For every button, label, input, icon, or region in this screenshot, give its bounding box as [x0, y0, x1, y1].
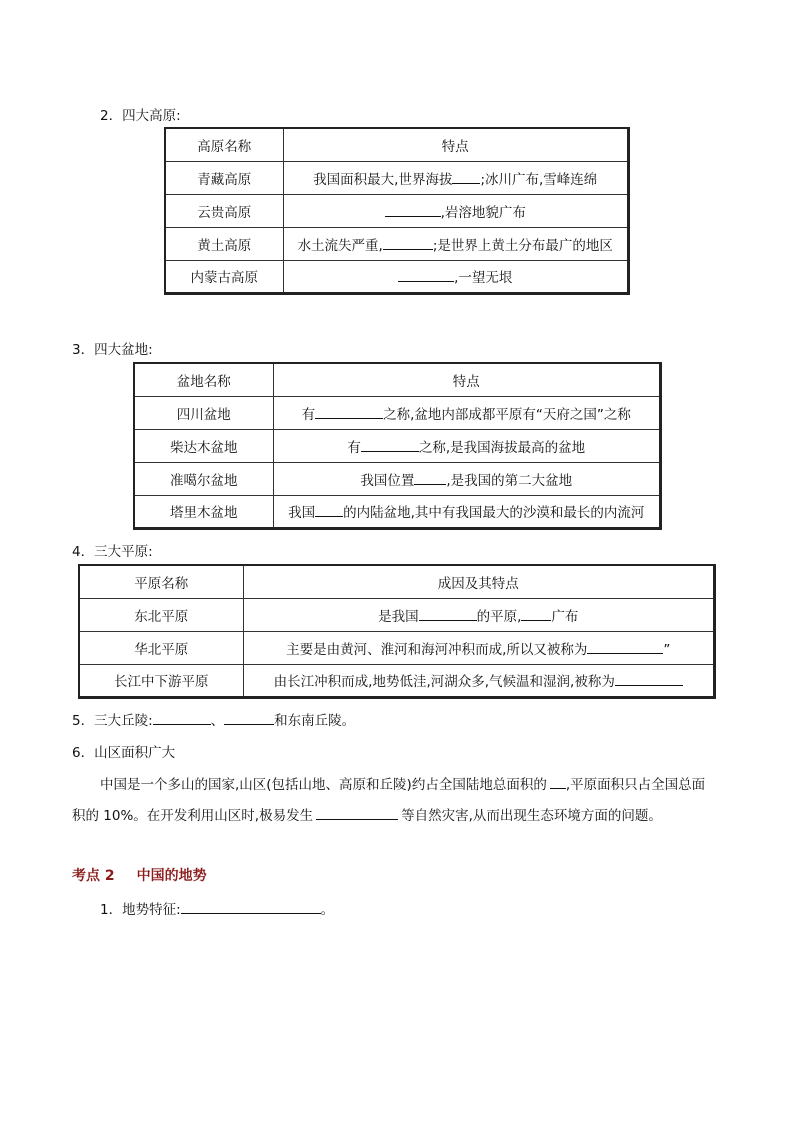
plain-feature: 由长江冲积而成,地势低洼,河湖众多,气候温和湿润,被称为: [243, 664, 715, 697]
answer-blank[interactable]: [224, 710, 274, 725]
table-row: [79, 598, 715, 631]
basin-feature: 有 之称,是我国海拔最高的盆地: [273, 429, 661, 462]
answer-blank[interactable]: [181, 899, 321, 914]
plain-name: 长江中下游平原: [79, 664, 243, 697]
mountain-paragraph-line2: 积的 10%。在开发利用山区时,极易发生 等自然灾害,从而出现生态环境方面的问题。: [72, 804, 662, 824]
plateaus-heading: 2．四大高原:: [100, 108, 181, 124]
plains-table: [78, 564, 716, 699]
plateau-feature: ,一望无垠: [283, 260, 629, 293]
table-row: [134, 495, 661, 528]
answer-blank[interactable]: [452, 169, 480, 184]
hills-line: 5．三大丘陵: 、 和东南丘陵。: [72, 709, 355, 729]
plateau-name: 内蒙古高原: [165, 260, 283, 293]
table-row: [79, 631, 715, 664]
table-row: [165, 161, 629, 194]
basin-name: 四川盆地: [134, 396, 273, 429]
section-title: 考点 2 中国的地势: [72, 868, 207, 884]
answer-blank[interactable]: [153, 710, 211, 725]
basin-feature: 我国 的内陆盆地,其中有我国最大的沙漠和最长的内流河: [273, 495, 661, 528]
column-header: 高原名称: [165, 128, 283, 161]
column-header: 特点: [283, 128, 629, 161]
answer-blank[interactable]: [550, 774, 566, 789]
table-row: [79, 664, 715, 697]
table-header-row: [134, 363, 661, 396]
plains-heading: 4．三大平原:: [72, 544, 153, 560]
table-row: [134, 429, 661, 462]
answer-blank[interactable]: [315, 404, 383, 419]
plateau-name: 青藏高原: [165, 161, 283, 194]
basin-feature: 有 之称,盆地内部成都平原有“天府之国”之称: [273, 396, 661, 429]
answer-blank[interactable]: [615, 671, 683, 686]
basins-table: [133, 362, 662, 530]
basin-name: 塔里木盆地: [134, 495, 273, 528]
plain-feature: 是我国 的平原, 广布: [243, 598, 715, 631]
column-header: 特点: [273, 363, 661, 396]
terrain-feature-line: 1．地势特征: 。: [100, 898, 334, 918]
plateaus-table: [164, 127, 630, 295]
answer-blank[interactable]: [315, 502, 343, 517]
column-header: 成因及其特点: [243, 565, 715, 598]
plateau-feature: ,岩溶地貌广布: [283, 194, 629, 227]
answer-blank[interactable]: [521, 606, 551, 621]
table-row: [165, 260, 629, 293]
answer-blank[interactable]: [398, 267, 454, 282]
basin-feature: 我国位置 ,是我国的第二大盆地: [273, 462, 661, 495]
plateau-name: 云贵高原: [165, 194, 283, 227]
answer-blank[interactable]: [316, 805, 398, 820]
answer-blank[interactable]: [414, 470, 446, 485]
table-row: [165, 227, 629, 260]
plain-name: 华北平原: [79, 631, 243, 664]
answer-blank[interactable]: [385, 202, 441, 217]
plateau-feature: 水土流失严重, ;是世界上黄土分布最广的地区: [283, 227, 629, 260]
column-header: 盆地名称: [134, 363, 273, 396]
mountain-paragraph-line1: 中国是一个多山的国家,山区(包括山地、高原和丘陵)约占全国陆地总面积的 ,平原面积只占全国总面: [100, 773, 705, 793]
basins-heading: 3．四大盆地:: [72, 342, 153, 358]
table-header-row: [165, 128, 629, 161]
plain-name: 东北平原: [79, 598, 243, 631]
mountain-heading: 6．山区面积广大: [72, 745, 176, 761]
basin-name: 准噶尔盆地: [134, 462, 273, 495]
table-row: [134, 462, 661, 495]
plain-feature: 主要是由黄河、淮河和海河冲积而成,所以又被称为 ”: [243, 631, 715, 664]
answer-blank[interactable]: [419, 606, 477, 621]
table-row: [134, 396, 661, 429]
plateau-feature: 我国面积最大,世界海拔 ;冰川广布,雪峰连绵: [283, 161, 629, 194]
table-row: [165, 194, 629, 227]
answer-blank[interactable]: [383, 235, 433, 250]
answer-blank[interactable]: [587, 639, 663, 654]
table-header-row: [79, 565, 715, 598]
answer-blank[interactable]: [361, 437, 419, 452]
plateau-name: 黄土高原: [165, 227, 283, 260]
column-header: 平原名称: [79, 565, 243, 598]
basin-name: 柴达木盆地: [134, 429, 273, 462]
